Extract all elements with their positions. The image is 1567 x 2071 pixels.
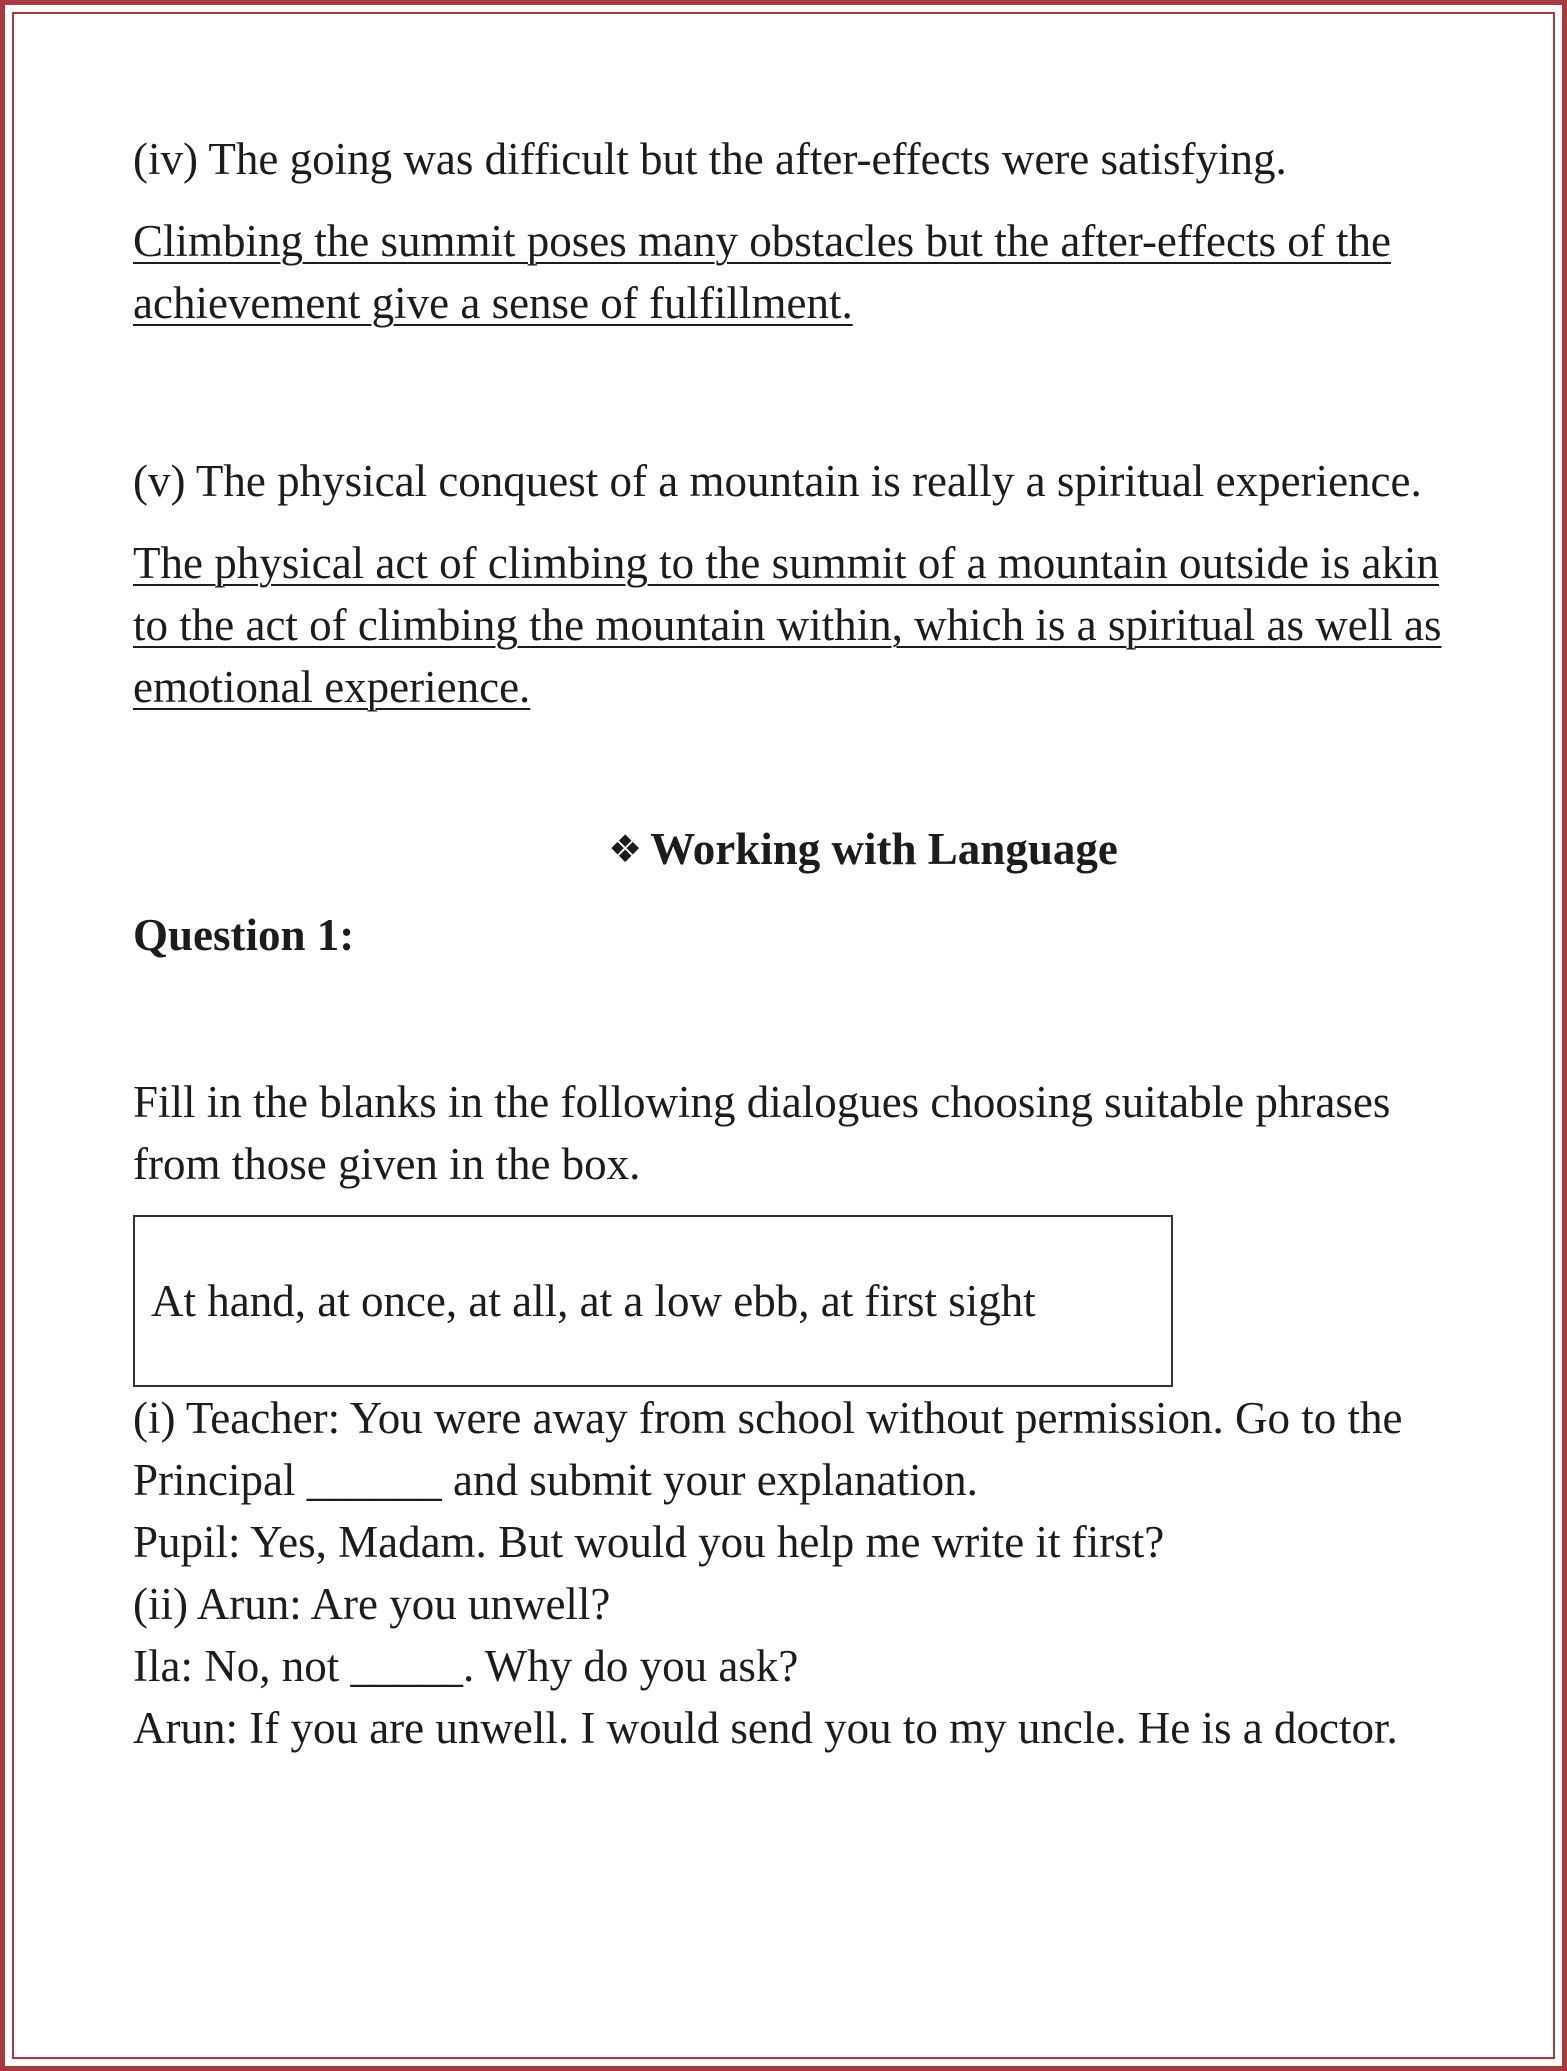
answer-iv: Climbing the summit poses many obstacles but the after-effects of the achievement give a sense of fulfillment. (133, 216, 1391, 328)
section-heading-text: Working with Language (650, 824, 1118, 874)
answer-v: The physical act of climbing to the summit of a mountain outside is akin to the act of climbing the mountain within, which is a spiritual as well as emotional experience. (133, 538, 1442, 712)
dialogue-line: (ii) Arun: Are you unwell? (133, 1579, 611, 1629)
question-title: Question 1: (133, 910, 355, 960)
four-diamond-icon: ❖ (608, 827, 643, 871)
dialogue-line: Arun: If you are unwell. I would send you to my uncle. He is a doctor. (133, 1703, 1398, 1753)
phrase-box (133, 1215, 1173, 1387)
dialogue-line: (i) Teacher: You were away from school without permission. Go to the Principal ______ and submit your explanation. (133, 1393, 1403, 1505)
dialogue-line: Ila: No, not _____. Why do you ask? (133, 1641, 799, 1691)
question-iv: (iv) The going was difficult but the after-effects were satisfying. (133, 134, 1287, 184)
spacer (133, 334, 1443, 450)
page-content (133, 128, 1443, 1759)
spacer (133, 718, 1443, 818)
instruction-text: Fill in the blanks in the following dialogues choosing suitable phrases from those given in the box. (133, 1077, 1391, 1189)
spacer (133, 966, 1443, 1071)
phrase-box-text: At hand, at once, at all, at a low ebb, at first sight (151, 1276, 1036, 1326)
section-heading (133, 818, 1443, 880)
dialogue-line: Pupil: Yes, Madam. But would you help me write it first? (133, 1517, 1165, 1567)
question-v: (v) The physical conquest of a mountain is really a spiritual experience. (133, 456, 1422, 506)
